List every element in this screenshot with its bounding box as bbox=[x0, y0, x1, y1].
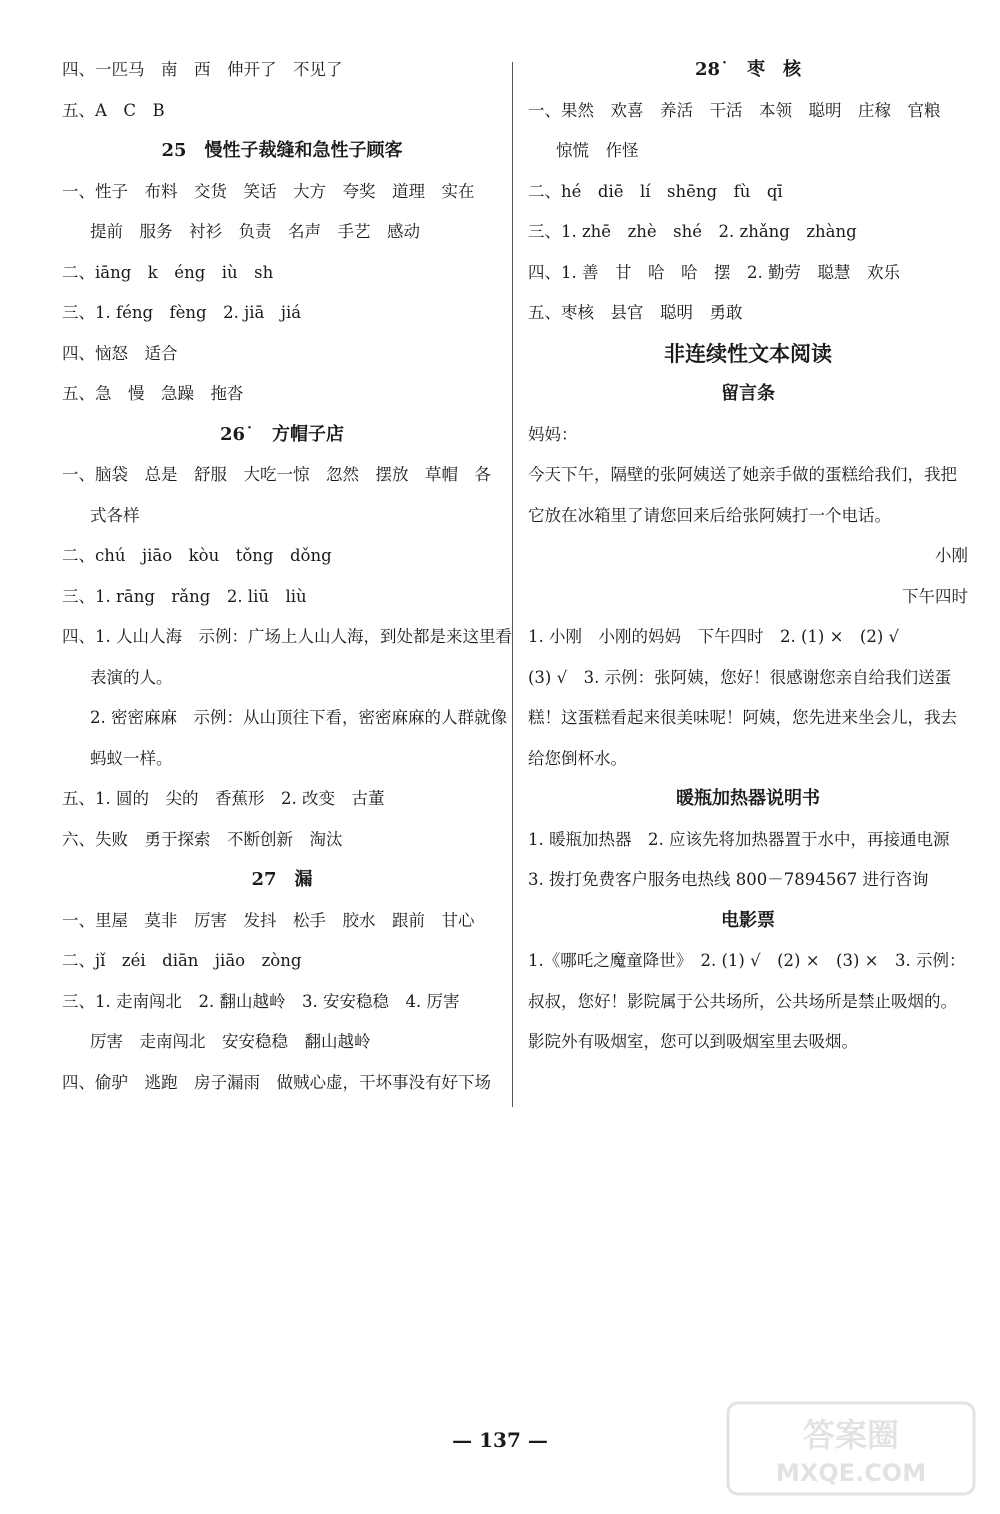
answer-line: 一、性子 布料 交货 笑话 大方 夸奖 道理 实在 bbox=[62, 181, 475, 201]
answer-line: 四、偷驴 逃跑 房子漏雨 做贼心虚，干坏事没有好下场 bbox=[62, 1072, 491, 1092]
answer-line: 四、恼怒 适合 bbox=[62, 343, 178, 363]
page-number: — 137 — bbox=[452, 1428, 548, 1452]
note-body: 它放在冰箱里了请您回来后给张阿姨打一个电话。 bbox=[528, 505, 891, 525]
svg-text:答案圈: 答案圈 bbox=[802, 1416, 900, 1454]
answer-line: 1.《哪吒之魔童降世》 2. (1) √ (2) × (3) × 3. 示例： bbox=[528, 951, 966, 970]
left-column bbox=[62, 50, 512, 1103]
answer-line: 五、1. 圆的 尖的 香蕉形 2. 改变 古董 bbox=[62, 789, 385, 808]
note-signature: 小刚 bbox=[935, 546, 968, 565]
answer-line: 影院外有吸烟室，您可以到吸烟室里去吸烟。 bbox=[528, 1032, 858, 1051]
answer-line: 二、jǐ zéi diān jiāo zòng bbox=[62, 951, 302, 970]
answer-line: 叔叔，您好！影院属于公共场所，公共场所是禁止吸烟的。 bbox=[528, 991, 957, 1011]
column-divider bbox=[512, 62, 513, 1107]
lesson-25-title: 25 慢性子裁缝和急性子顾客 bbox=[161, 140, 403, 161]
manual-title: 暖瓶加热器说明书 bbox=[676, 788, 820, 809]
answer-line: 蚂蚁一样。 bbox=[90, 748, 173, 768]
answer-line: 一、脑袋 总是 舒服 大吃一惊 忽然 摆放 草帽 各 bbox=[62, 465, 491, 484]
answer-line: 提前 服务 衬衫 负责 名声 手艺 感动 bbox=[90, 222, 420, 241]
section-title: 非连续性文本阅读 bbox=[664, 340, 832, 366]
answer-line: 惊慌 作怪 bbox=[556, 141, 639, 160]
ticket-title: 电影票 bbox=[721, 909, 775, 931]
answer-line: 二、iāng k éng iù sh bbox=[62, 262, 274, 282]
lesson-27-title: 27 漏 bbox=[251, 869, 313, 890]
lesson-26-title: 26˙ 方帽子店 bbox=[219, 423, 345, 445]
answer-line: 一、里屋 莫非 厉害 发抖 松手 胶水 跟前 甘心 bbox=[62, 910, 475, 930]
answer-line: 2. 密密麻麻 示例：从山顶往下看，密密麻麻的人群就像 bbox=[90, 708, 507, 727]
answer-line: 四、1. 人山人海 示例：广场上人山人海，到处都是来这里看 bbox=[62, 627, 512, 646]
answer-line: 给您倒杯水。 bbox=[528, 748, 627, 768]
answer-line: 五、急 慢 急躁 拖沓 bbox=[62, 384, 244, 403]
note-body: 今天下午，隔壁的张阿姨送了她亲手做的蛋糕给我们，我把 bbox=[528, 465, 957, 484]
answer-line: 糕！这蛋糕看起来很美味呢！阿姨，您先进来坐会儿，我去 bbox=[528, 708, 957, 727]
svg-text:MXQE.COM: MXQE.COM bbox=[775, 1459, 927, 1487]
answer-line: 二、hé diē lí shēng fù qī bbox=[528, 181, 783, 201]
answer-line: 六、失败 勇于探索 不断创新 淘汰 bbox=[62, 829, 343, 849]
answer-line: 二、chú jiāo kòu tǒng dǒng bbox=[62, 546, 332, 565]
note-salutation: 妈妈： bbox=[528, 424, 578, 444]
right-column bbox=[528, 50, 968, 1063]
answer-line: 1. 小刚 小刚的妈妈 下午四时 2. (1) × (2) √ bbox=[528, 627, 900, 646]
answer-line: 1. 暖瓶加热器 2. 应该先将加热器置于水中，再接通电源 bbox=[528, 829, 950, 849]
answer-line: 三、1. rāng rǎng 2. liū liù bbox=[62, 586, 307, 606]
answer-line: 一、果然 欢喜 养活 干活 本领 聪明 庄稼 官粮 bbox=[528, 100, 941, 120]
answer-line: (3) √ 3. 示例：张阿姨，您好！很感谢您亲自给我们送蛋 bbox=[528, 667, 952, 687]
answer-line: 三、1. féng fèng 2. jiā jiá bbox=[62, 303, 302, 322]
answer-line: 式各样 bbox=[90, 505, 140, 525]
answer-line: 五、A C B bbox=[62, 100, 165, 120]
note-title: 留言条 bbox=[721, 383, 775, 404]
lesson-28-title: 28˙ 枣 核 bbox=[694, 59, 802, 80]
answer-line: 三、1. zhē zhè shé 2. zhǎng zhàng bbox=[528, 222, 857, 241]
note-time: 下午四时 bbox=[902, 586, 968, 606]
answer-line: 三、1. 走南闯北 2. 翻山越岭 3. 安安稳稳 4. 厉害 bbox=[62, 991, 460, 1011]
answer-line: 四、一匹马 南 西 伸开了 不见了 bbox=[62, 60, 343, 79]
watermark-logo bbox=[726, 1401, 976, 1496]
answer-line: 3. 拨打免费客户服务电热线 800－7894567 进行咨询 bbox=[528, 870, 929, 889]
answer-line: 五、枣核 县官 聪明 勇敢 bbox=[528, 303, 743, 322]
answer-line: 表演的人。 bbox=[90, 667, 173, 687]
answer-line: 厉害 走南闯北 安安稳稳 翻山越岭 bbox=[90, 1032, 371, 1051]
answer-line: 四、1. 善 甘 哈 哈 摆 2. 勤劳 聪慧 欢乐 bbox=[528, 262, 900, 282]
